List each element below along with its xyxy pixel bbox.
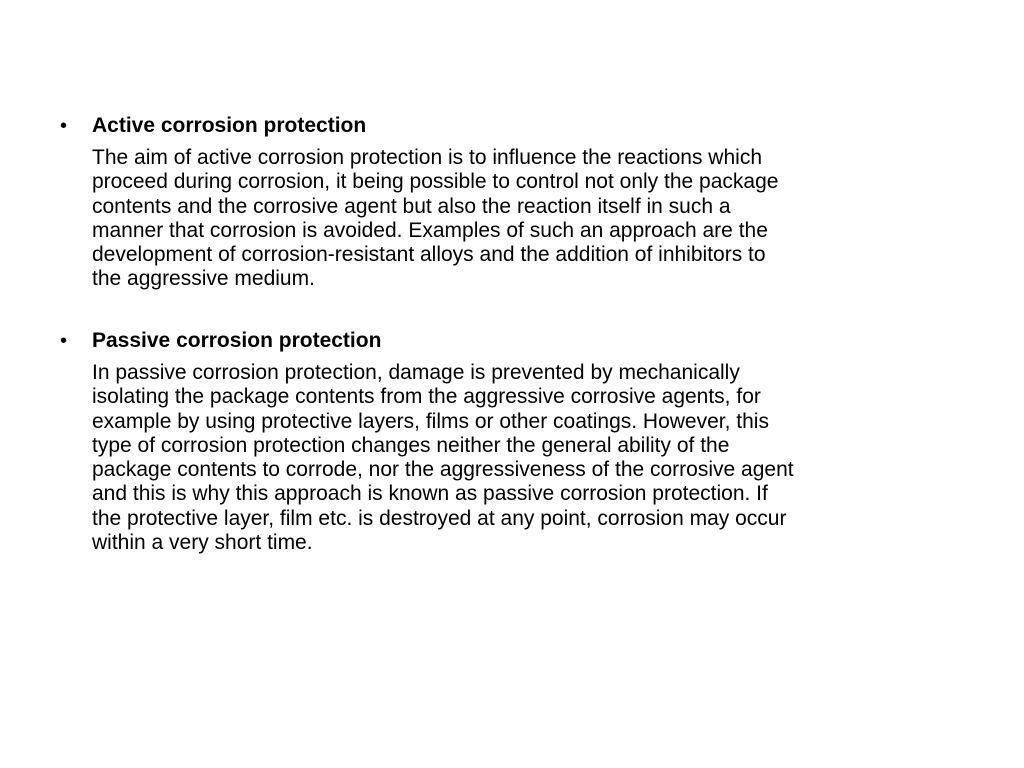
body-line: The aim of active corrosion protection is to influence the reactions which xyxy=(92,146,763,169)
body-line: isolating the package contents from the aggressive corrosive agents, for xyxy=(92,385,761,409)
passive-protection-heading: Passive corrosion protection xyxy=(92,329,382,352)
body-line: within a very short time. xyxy=(92,531,313,555)
body-line: example by using protective layers, films or other coatings. However, this xyxy=(92,409,769,433)
body-line: the aggressive medium. xyxy=(92,267,315,291)
body-line: proceed during corrosion, it being possible to control not only the package xyxy=(92,170,779,194)
body-line: manner that corrosion is avoided. Examples of such an approach are the xyxy=(92,218,768,242)
body-line: contents and the corrosive agent but also the reaction itself in such a xyxy=(92,194,731,218)
passive-protection-body xyxy=(92,361,794,555)
body-line: In passive corrosion protection, damage is prevented by mechanically xyxy=(92,361,740,384)
body-line: the protective layer, film etc. is destroyed at any point, corrosion may occur xyxy=(92,506,787,530)
active-protection-heading: Active corrosion protection xyxy=(92,114,367,137)
body-line: development of corrosion-resistant alloys and the addition of inhibitors to xyxy=(92,243,766,267)
body-line: package contents to corrode, nor the aggressiveness of the corrosive agent xyxy=(92,458,794,482)
bullet-marker: • xyxy=(60,330,68,352)
body-line: type of corrosion protection changes neither the general ability of the xyxy=(92,433,730,457)
body-line: and this is why this approach is known as passive corrosion protection. If xyxy=(92,482,768,506)
active-protection-body xyxy=(92,146,778,292)
bullet-marker: • xyxy=(60,115,68,137)
